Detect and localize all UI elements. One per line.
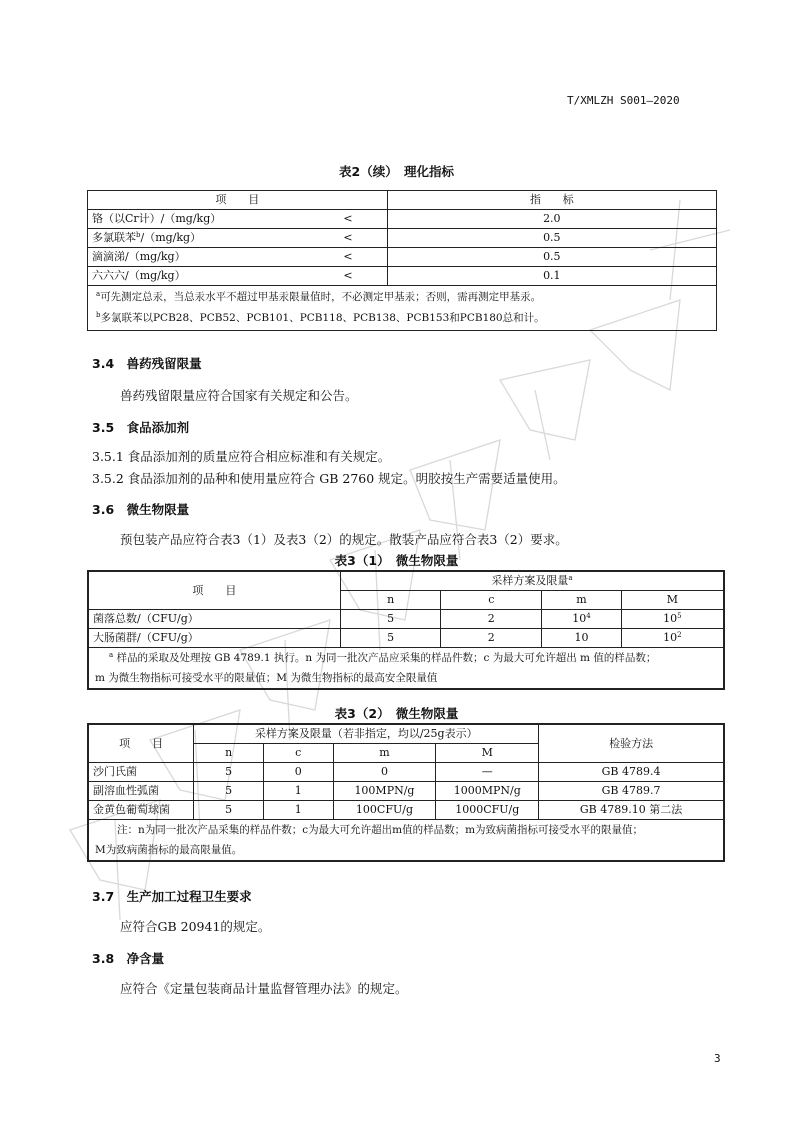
value-c: 2 [441,629,542,648]
value-n: 5 [194,801,264,820]
sub-m: m [333,744,436,763]
section-3-5-2: 3.5.2 食品添加剂的品种和使用量应符合 GB 2760 规定。明胶按生产需要适量使用。 [92,471,566,486]
item-name: 多氯联苯 [92,231,136,244]
limit-value: 0.1 [387,267,716,286]
section-3-6-heading: 3.6 微生物限量 [92,502,190,517]
table31-notes [88,648,724,690]
section-3-8-heading: 3.8 净含量 [92,951,165,966]
value-m-base: 10 [572,612,587,625]
item-name: 六六六/（mg/kg） [92,269,186,282]
table2-caption: 表2（续） 理化指标 [339,164,454,179]
sub-M: M [436,744,539,763]
item-name: 菌落总数/（CFU/g） [88,610,340,629]
table32-header [88,724,724,744]
value-m-base: 10 [574,631,589,644]
value-c: 2 [441,610,542,629]
value-M-base: 10 [663,631,678,644]
item-unit: /（mg/kg） [140,231,202,244]
test-method: GB 4789.10 第二法 [539,801,724,820]
table31-col-item: 项 目 [88,571,340,610]
table-row [88,801,724,820]
table32-note-line2: M为致病菌指标的最高限量值。 [95,844,243,856]
table-row [88,229,717,248]
table31-note-line2: m 为微生物指标可接受水平的限量值；M 为微生物指标的最高安全限量值 [95,672,438,684]
sub-c: c [441,591,542,610]
value-M-exp: 5 [677,612,682,620]
footnote-mark: b [96,311,101,319]
operator: < [343,250,353,263]
footnote-mark: a [109,651,114,659]
section-3-4-text: 兽药残留限量应符合国家有关规定和公告。 [120,388,358,403]
table2-col-index: 指 标 [387,191,716,210]
table31-note-line1: 样品的采取及处理按 GB 4789.1 执行。n 为同一批次产品应采集的样品件数；c 为最大可允许超出 m 值的样品数； [116,652,657,664]
document-id: T/XMLZH S001—2020 [567,94,680,107]
section-3-7-text: 应符合GB 20941的规定。 [120,919,271,934]
operator: < [343,212,353,225]
value-M-exp: 2 [677,631,682,639]
item-name: 铬（以Cr计）/（mg/kg） [92,212,222,225]
value-n: 5 [194,763,264,782]
table2-col-item: 项 目 [88,191,388,210]
table32-col-method: 检验方法 [539,724,724,763]
value-c: 1 [263,801,333,820]
value-M-base: 10 [663,612,678,625]
operator: < [343,269,353,282]
table2 [87,190,717,331]
section-3-6-text: 预包装产品应符合表3（1）及表3（2）的规定。散装产品应符合表3（2）要求。 [120,532,568,547]
table32-note-line1: 注：n为同一批次产品采集的样品件数；c为最大可允许超出m值的样品数；m为致病菌指标可接受水平的限量值； [117,824,644,836]
table32 [87,723,725,862]
section-3-5-heading: 3.5 食品添加剂 [92,420,190,435]
sub-n: n [340,591,441,610]
value-M: 1000MPN/g [436,782,539,801]
value-c: 0 [263,763,333,782]
limit-value: 0.5 [387,248,716,267]
table-row [88,210,717,229]
sub-c: c [263,744,333,763]
test-method: GB 4789.7 [539,782,724,801]
footnote-mark: a [568,574,573,582]
value-n: 5 [340,629,441,648]
sub-m: m [542,591,622,610]
value-M: — [436,763,539,782]
table31-caption: 表3（1） 微生物限量 [334,553,459,568]
table32-col-item: 项 目 [88,724,194,763]
section-3-7-heading: 3.7 生产加工过程卫生要求 [92,889,252,904]
table32-col-plan: 采样方案及限量（若非指定，均以/25g表示） [194,724,539,744]
value-M: 1000CFU/g [436,801,539,820]
table31 [87,570,725,690]
table-row [88,629,724,648]
value-c: 1 [263,782,333,801]
footnote-mark: a [96,290,101,298]
table31-header [88,571,724,591]
limit-value: 2.0 [387,210,716,229]
limit-value: 0.5 [387,229,716,248]
table32-caption: 表3（2） 微生物限量 [334,706,459,721]
item-name: 金黄色葡萄球菌 [88,801,194,820]
table31-col-plan: 采样方案及限量 [491,574,569,587]
value-n: 5 [194,782,264,801]
table-row [88,610,724,629]
table32-notes [88,820,724,862]
table2-header [88,191,717,210]
footnote-a: 可先测定总汞，当总汞水平不超过甲基汞限量值时，不必测定甲基汞；否则，需再测定甲基汞。 [100,291,542,303]
item-name: 大肠菌群/（CFU/g） [88,629,340,648]
value-m-exp: 4 [586,612,591,620]
footnote-mark: b [136,231,141,239]
item-name: 副溶血性弧菌 [88,782,194,801]
sub-M: M [621,591,724,610]
page-number: 3 [714,1052,721,1065]
value-m: 100CFU/g [333,801,436,820]
table-row [88,782,724,801]
value-n: 5 [340,610,441,629]
footnote-b: 多氯联苯以PCB28、PCB52、PCB101、PCB118、PCB138、PCB153和PCB180总和计。 [100,312,545,324]
item-name: 滴滴涕/（mg/kg） [92,250,186,263]
section-3-4-heading: 3.4 兽药残留限量 [92,356,202,371]
value-m: 0 [333,763,436,782]
sub-n: n [194,744,264,763]
operator: < [343,231,353,244]
table-row [88,248,717,267]
section-3-5-1: 3.5.1 食品添加剂的质量应符合相应标准和有关规定。 [92,449,391,464]
section-3-8-text: 应符合《定量包装商品计量监督管理办法》的规定。 [120,981,408,996]
item-name: 沙门氏菌 [88,763,194,782]
table-row [88,763,724,782]
test-method: GB 4789.4 [539,763,724,782]
table2-notes [88,286,717,331]
table-row [88,267,717,286]
value-m: 100MPN/g [333,782,436,801]
